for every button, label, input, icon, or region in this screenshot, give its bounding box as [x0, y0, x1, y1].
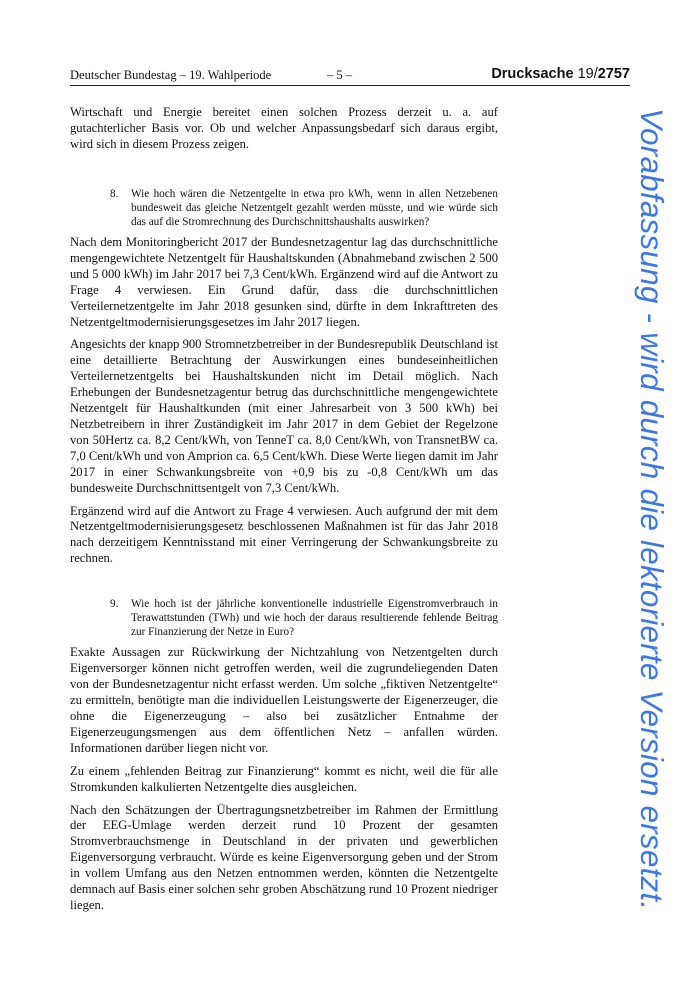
document-number: [491, 66, 630, 82]
draft-watermark: Vorabfassung - wird durch die lektorierte Version ersetzt.: [634, 108, 670, 911]
body-text: [70, 105, 498, 921]
question-number: 8.: [110, 187, 119, 200]
header-rule: [70, 85, 630, 86]
paragraph: Wirtschaft und Energie bereitet einen solchen Prozess derzeit u. a. auf gutachterlicher Basis vor. Ob und welcher Anpassungsbedarf sich daraus ergibt, wird sich in diesem Prozess zeigen.: [70, 105, 498, 151]
paragraph: Exakte Aussagen zur Rückwirkung der Nichtzahlung von Netzentgelten durch Eigenversorger können nicht getroffen werden, weil die zugrundeliegenden Daten von der Bundesnetzagentur nicht erfasst werden. Um solche „fiktiven Netzentgelte“ zu ermitteln, benötigte man die individuellen Leistungswerte der Eigenerzeuger, die ohne die Eigenerzeugung – also bei zusätzlicher Entnahme der Eigenerzeugungsmengen aus dem öffentlichen Netz – anfallen würden. Informationen darüber liegen nicht vor.: [70, 645, 498, 755]
document-number-value: 2757: [597, 66, 630, 82]
document-number-prefix: 19/: [577, 66, 598, 82]
header-parliament: Deutscher Bundestag – 19. Wahlperiode: [70, 68, 272, 82]
paragraph: Nach dem Monitoringbericht 2017 der Bundesnetzagentur lag das durchschnittliche mengengewichtete Netzentgelt für Haushaltskunden (Abnahmeband zwischen 2 500 und 5 000 kWh) im Jahr 2017 bei 7,3 Cent/kWh. Ergänzend wird auf die Antwort zu Frage 4 verwiesen. Ein Grund dafür, dass die durchschnittlichen Verteilernetzentgelte im Jahr 2018 gesunken sind, dürfte in dem Inkrafttreten des Netzentgeltmodernisierungsgesetzes im Jahr 2017 liegen.: [70, 235, 498, 329]
page-number: – 5 –: [327, 68, 352, 82]
question-number: 9.: [110, 598, 119, 611]
question-8: [70, 187, 498, 229]
paragraph: Ergänzend wird auf die Antwort zu Frage 4 verwiesen. Auch aufgrund der mit dem Netzentgeltmodernisierungsgesetz beschlossenen Maßnahmen ist für das Jahr 2018 nach derzeitigem Kenntnisstand mit einer Verringerung der Schwankungsbreite zu rechnen.: [70, 503, 498, 566]
question-9: [70, 597, 498, 639]
document-label: Drucksache: [491, 66, 574, 82]
page-header: [70, 68, 630, 86]
paragraph: Nach den Schätzungen der Übertragungsnetzbetreiber im Rahmen der Ermittlung der EEG-Umlage werden derzeit rund 10 Prozent der gesamten Stromverbrauchsmenge in Deutschland in der privaten und gewerblichen Eigenversorgung verbraucht. Würde es keine Eigenversorgung geben und der Strom in vollem Umfang aus den Netzen entnommen werden, könnten die Netzentgelte demnach auf Basis einer solchen sehr groben Abschätzung rund 10 Prozent niedriger liegen.: [70, 802, 498, 912]
paragraph: Angesichts der knapp 900 Stromnetzbetreiber in der Bundesrepublik Deutschland ist eine detaillierte Betrachtung der Auswirkungen eines bundeseinheitlichen Verteilernetzentgelts bei Haushaltskunden nicht im Detail möglich. Nach Erhebungen der Bundesnetzagentur betrug das durchschnittliche mengengewichtete Netzentgelt für Haushaltkunden (mit einer Jahresarbeit von 3 500 kWh) bei Netzbetreibern in ihrer Zuständigkeit im Jahr 2017 in dem Gebiet der Regelzone von 50Hertz ca. 8,2 Cent/kWh, von TenneT ca. 8,0 Cent/kWh, von TransnetBW ca. 7,0 Cent/kWh und von Amprion ca. 6,5 Cent/kWh. Diese Werte liegen damit im Jahr 2017 in einer Schwankungsbreite von +0,9 bis zu -0,8 Cent/kWh um das bundesweite Durchschnittsentgelt von 7,3 Cent/kWh.: [70, 337, 498, 495]
paragraph: Zu einem „fehlenden Beitrag zur Finanzierung“ kommt es nicht, weil die für alle Stromkunden kalkulierten Netzentgelte dies ausgleichen.: [70, 763, 498, 794]
question-text: Wie hoch wären die Netzentgelte in etwa pro kWh, wenn in allen Netzebenen bundesweit das gleiche Netzentgelt gezahlt werden müsste, und wie würde sich das auf die Stromrechnung des Durchschnittshaushalts auswirken?: [131, 187, 498, 228]
question-text: Wie hoch ist der jährliche konventionelle industrielle Eigenstromverbrauch in Terawattstunden (TWh) und wie hoch der daraus resultierende fehlende Beitrag zur Finanzierung der Netze in Euro?: [131, 598, 498, 639]
